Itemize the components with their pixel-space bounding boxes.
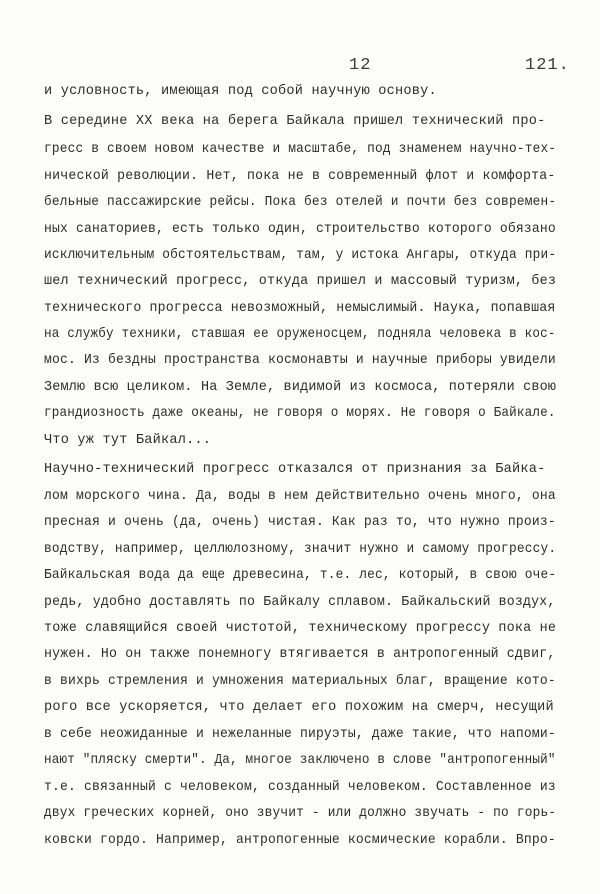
text-line: ных санаториев, есть только один, строительство которого обязано xyxy=(44,222,556,237)
text-line: нической революции. Нет, пока не в современный флот и комфорта- xyxy=(44,169,556,184)
text-line: ковски гордо. Например, антропогенные космические корабли. Впро- xyxy=(44,833,556,848)
text-line: Землю всю целиком. На Земле, видимой из космоса, потеряли свою xyxy=(44,380,557,395)
text-line: Научно-технический прогресс отказался от признания за Байка- xyxy=(44,462,546,477)
text-line: исключительным обстоятельствам, там, у истока Ангары, откуда при- xyxy=(44,248,557,263)
text-line: нают "пляску смерти". Да, многое заключено в слове "антропогенный" xyxy=(44,753,556,768)
text-line: тоже славящийся своей чистотой, техническому прогрессу пока не xyxy=(44,621,557,636)
text-line: в себе неожиданные и нежеланные пируэты, даже такие, что напоми- xyxy=(44,727,556,742)
text-line: водству, например, целлюлозному, значит нужно и самому прогрессу. xyxy=(44,542,557,557)
text-line: на службу техники, ставшая ее оруженосцем, подняла человека в кос- xyxy=(44,327,556,342)
text-line: Что уж тут Байкал... xyxy=(44,433,212,448)
text-line: нужен. Но он также понемногу втягивается в антропогенный сдвиг, xyxy=(44,647,556,662)
text-line: грандиозность даже океаны, не говоря о морях. Не говоря о Байкале. xyxy=(44,406,556,421)
text-line: мос. Из бездны пространства космонавты и научные приборы увидели xyxy=(44,353,556,368)
text-line: технического прогресса невозможный, немыслимый. Наука, попавшая xyxy=(44,301,556,316)
text-line: редь, удобно доставлять по Байкалу сплавом. Байкальский воздух, xyxy=(44,595,556,610)
text-line: шел технический прогресс, откуда пришел и массовый туризм, без xyxy=(44,274,557,289)
text-line: т.е. связанный с человеком, созданный человеком. Составленное из xyxy=(44,780,556,795)
text-line: двух греческих корней, оно звучит - или должно звучать - по горь- xyxy=(44,806,557,821)
text-line: лом морского чина. Да, воды в нем действительно очень много, она xyxy=(44,489,556,504)
text-line: В середине XX века на берега Байкала пришел технический про- xyxy=(44,114,546,129)
text-line: и условность, имеющая под собой научную основу. xyxy=(44,84,437,99)
text-line: Байкальская вода да еще древесина, т.е. лес, который, в свою оче- xyxy=(44,568,557,583)
page-number: 12 xyxy=(349,56,372,75)
text-line: гресс в своем новом качестве и масштабе, под знаменем научно-тех- xyxy=(44,142,557,157)
text-line: в вихрь стремления и умножения материальных благ, вращение кото- xyxy=(44,674,556,689)
archive-page-number: 121. xyxy=(525,56,570,75)
text-line: рого все ускоряется, что делает его похожим на смерч, несущий xyxy=(44,700,554,715)
text-line: пресная и очень (да, очень) чистая. Как раз то, что нужно произ- xyxy=(44,515,556,530)
text-line: бельные пассажирские рейсы. Пока без отелей и почти без современ- xyxy=(44,195,557,210)
